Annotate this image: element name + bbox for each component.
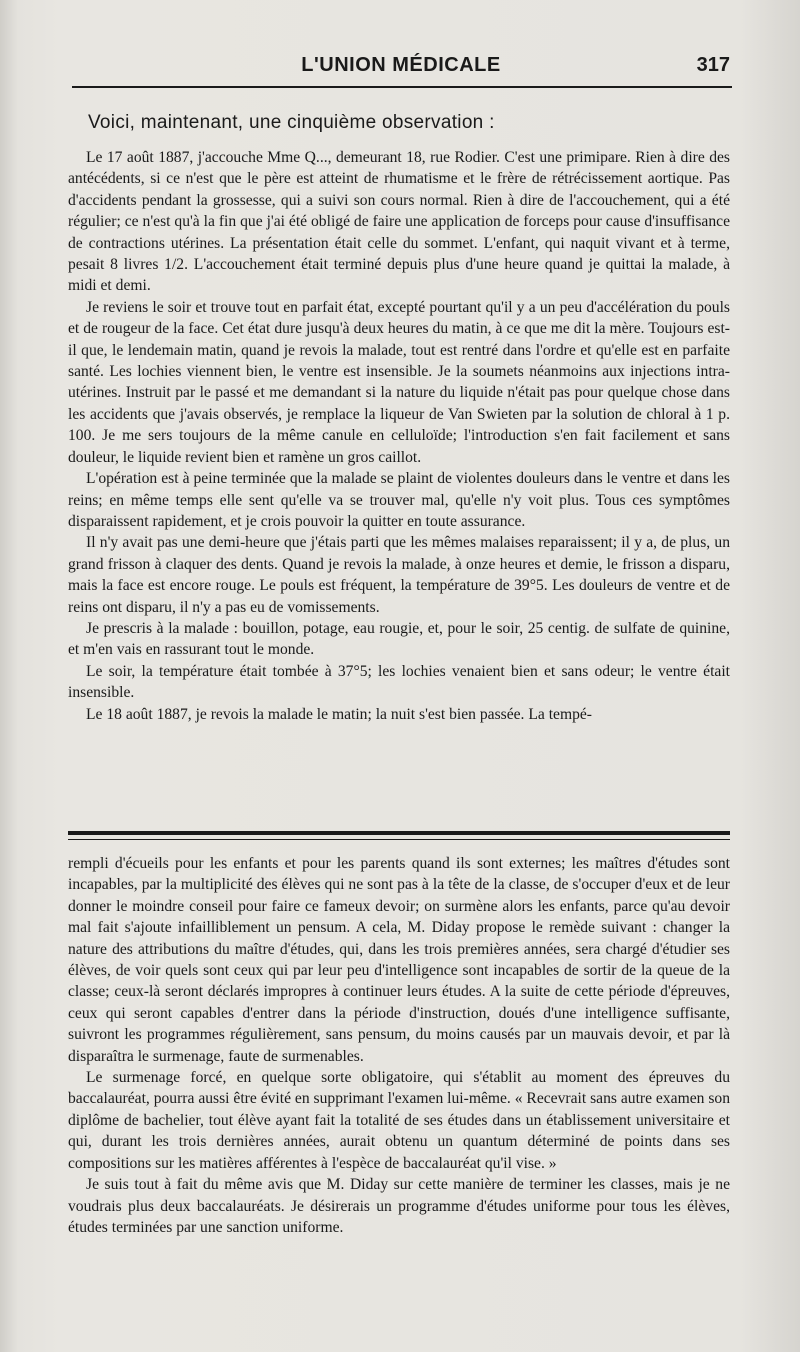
section-separator-thick — [68, 831, 730, 835]
paragraph: Le 17 août 1887, j'accouche Mme Q..., demeurant 18, rue Rodier. C'est une primipare. Rien à dire des antécédents, si ce n'est que le père est atteint de rhumatisme et le frère de rétrécissement aortique. Pas d'accidents pendant la grossesse, qui a suivi son cours normal. Rien à dire de l'accouchement, qui a été régulier; ce n'est qu'à la fin que j'ai été obligé de faire une application de forceps pour cause d'insuffisance de contractions utérines. La présentation était celle du sommet. L'enfant, qui naquit vivant et à terme, pesait 8 livres 1/2. L'accouchement était terminé depuis plus d'une heure quand je quittai la malade, à midi et demi. — [68, 149, 730, 295]
paragraph: Je prescris à la malade : bouillon, potage, eau rougie, et, pour le soir, 25 centig. de sulfate de quinine, et m'en vais en rassurant tout le monde. — [68, 619, 730, 659]
paragraph: Il n'y avait pas une demi-heure que j'étais parti que les mêmes malaises reparaissent; il y a, de plus, un grand frisson à claquer des dents. Quand je revois la malade, à onze heures et demie, le frisson a disparu, mais la face est encore rouge. Le pouls est fréquent, la température de 39°5. Les douleurs de ventre et de reins ont disparu, il n'y a pas eu de vomissements. — [68, 534, 730, 616]
paragraph: Le surmenage forcé, en quelque sorte obligatoire, qui s'établit au moment des épreuves du baccalauréat, pourra aussi être évité en supprimant l'examen lui-même. « Recevrait sans autre examen son diplôme de bachelier, tout élève ayant fait la totalité de ses études dans un établissement universitaire et qui, durant les trois dernières années, aurait obtenu un quantum déterminé de points dans ses compositions sur les matières afférentes à l'espèce de baccalauréat qu'il vise. » — [68, 1069, 730, 1172]
observation-text — [68, 147, 730, 725]
paragraph: Le soir, la température était tombée à 37°5; les lochies venaient bien et sans odeur; le ventre était insensible. — [68, 662, 730, 702]
section-title: Voici, maintenant, une cinquième observation : — [88, 112, 495, 133]
paragraph: Je suis tout à fait du même avis que M. Diday sur cette manière de terminer les classes, mais je ne voudrais plus deux baccalauréats. Je désirerais un programme d'études uniforme pour tous les élèves, études terminées par une sanction uniforme. — [68, 1176, 730, 1236]
paragraph: Je reviens le soir et trouve tout en parfait état, excepté pourtant qu'il y a un peu d'accélération du pouls et de rougeur de la face. Cet état dure jusqu'à deux heures du matin, à ce que me dit la mère. Toujours est-il que, le lendemain matin, quand je revois la malade, tout est rentré dans l'ordre et qu'elle est en parfaite santé. Les lochies viennent bien, le ventre est insensible. Je la soumets néanmoins aux injections intra-utérines. Instruit par le passé et me demandant si la nature du liquide n'était pas pour quelque chose dans les accidents que j'avais observés, je remplace la liqueur de Van Swieten par la solution de chloral à 1 p. 100. Je me sers toujours de la même canule en celluloïde; l'introduction s'en fait facilement et sans douleur, le liquide revient bien et ramène un gros caillot. — [68, 298, 730, 466]
page-number: 317 — [696, 54, 730, 76]
header-rule — [72, 86, 732, 88]
feuilleton-text — [68, 853, 730, 1238]
paragraph: L'opération est à peine terminée que la malade se plaint de violentes douleurs dans le ventre et dans les reins; en même temps elle sent qu'elle va se trouver mal, qu'elle n'y voit plus. Tous ces symptômes disparaissent rapidement, et je crois pouvoir la quitter en toute assurance. — [68, 470, 730, 530]
section-separator-thin — [68, 839, 730, 840]
paragraph: rempli d'écueils pour les enfants et pour les parents quand ils sont externes; les maîtres d'études sont incapables, par la multiplicité des élèves qui ne sont pas à la tête de la classe, de s'occuper d'eux et de leur donner le moindre conseil pour faire ce fameux devoir; on surmène alors les enfants, parce qu'au devoir mal fait s'ajoute infailliblement un pensum. A cela, M. Diday propose le remède suivant : changer la nature des attributions du maître d'études, qui, dans les trois premières années, sera chargé d'étudier ses élèves, de voir quels sont ceux qui par leur peu d'intelligence sont incapables de sortir de la queue de la classe; ceux-là seront déclarés impropres à continuer leurs études. A la suite de cette période d'épreuves, ceux qui seront capables d'entrer dans la période d'instruction, doués d'une intelligence suffisante, suivront les programmes régulièrement, sans pensum, du moins causés par un mauvais devoir, et par là disparaîtra le surmenage, faute de surmenables. — [68, 855, 730, 1065]
paragraph: Le 18 août 1887, je revois la malade le matin; la nuit s'est bien passée. La tempé- — [86, 705, 592, 723]
journal-title: L'UNION MÉDICALE — [301, 54, 501, 76]
page-header — [70, 52, 732, 82]
